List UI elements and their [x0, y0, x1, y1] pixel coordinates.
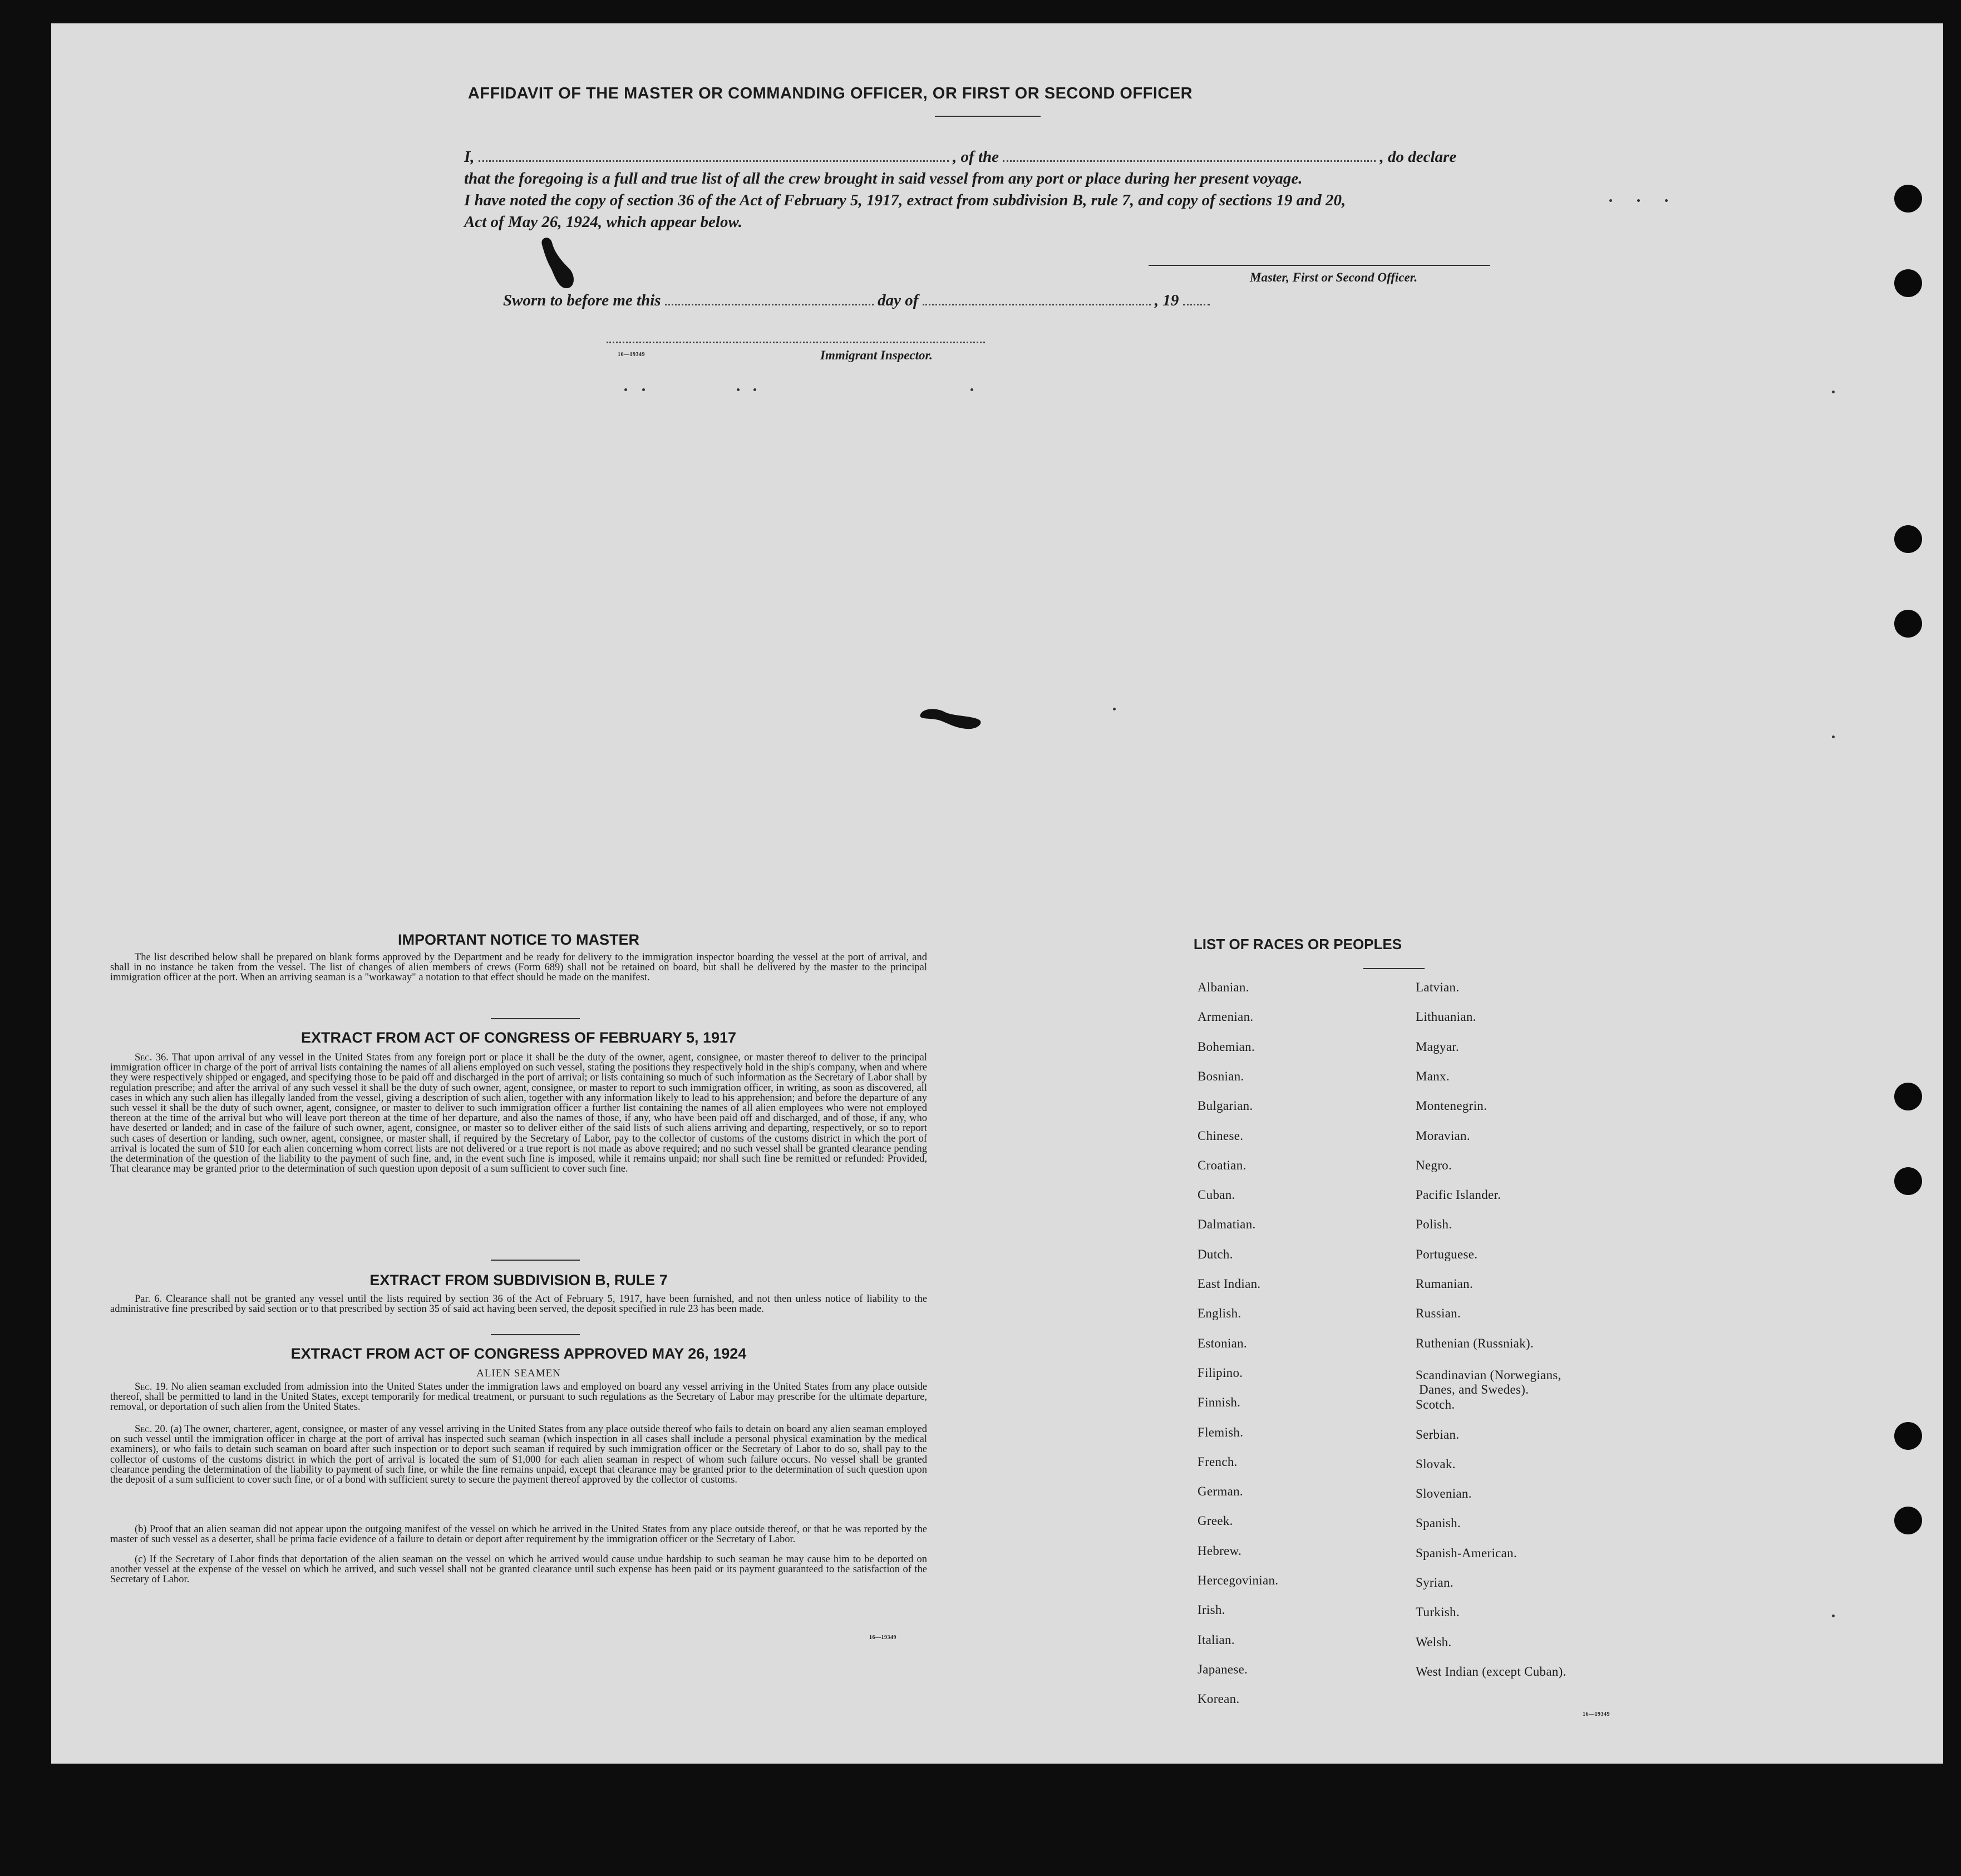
speck	[1113, 708, 1116, 710]
race-item: Bulgarian.	[1198, 1099, 1253, 1113]
affidavit-line-1	[464, 146, 1566, 168]
speck	[1832, 1615, 1835, 1617]
race-item: Pacific Islander.	[1416, 1188, 1501, 1202]
declarant-label: I,	[464, 148, 475, 166]
race-item: Slovak.	[1416, 1457, 1456, 1471]
race-item: Montenegrin.	[1416, 1099, 1487, 1113]
extract-1917-title: EXTRACT FROM ACT OF CONGRESS OF FEBRUARY 5, 1917	[300, 1029, 737, 1046]
sec-20a-body: (a) The owner, charterer, agent, consignee, or master of any vessel arriving in the United States from any place outside thereof who fails to detain on board any alien seaman employed on such vessel until the immigration officer in charge at the port of arrival has inspected such seaman (which inspection in all cases shall include a personal physical examination by the medical examiners), or who fails to detain such seaman on board after such inspection or to deport such seaman if required by such immigration officer or the Secretary of Labor to do so, shall pay to the collector of customs of the customs district in which the port of arrival is located the sum of $1,000 for each alien seaman in respect of whom such failure occurs. No vessel shall be granted clearance pending the determination of the liability to payment of such fine, or while the fine remains unpaid, except that clearance may be granted prior to the determination of such question upon the deposit of a sum sufficient to cover such fine, or of a bond with sufficient surety to secure the payment thereof approved by the collector of customs.	[110, 1424, 928, 1486]
sec-36-text: That upon arrival of any vessel in the United States from any foreign port or place it shall be the duty of the owner, agent, consignee, or master thereof to deliver to the principal immigration officer in charge of the port of arrival lists containing the names of all aliens employed on such vessel, stating the positions they respectively hold in the ship's company, when and where they were respectively shipped or engaged, and specifying those to be paid off and discharged in the port of arrival; or lists containing so much of such information as the Secretary of Labor shall by regulation prescribe; and after the arrival of any such vessel it shall be the duty of such owner, agent, consignee, or master to report to such immigration officer, in writing, as soon as discovered, all cases in which any such alien has illegally landed from the vessel, giving a description of such alien, together with any information likely to lead to his apprehension; and before the departure of any such vessel it shall be the duty of such owner, agent, consignee, or master to deliver to such immigration officer a further list containing the names of all alien employees who were not employed thereon at the time of the arrival but who will leave port thereon at the time of her departure, and also the names of those, if any, who have been paid off and discharged, and of those, if any, who have deserted or landed; and in case of the failure of such owner, agent, consignee, or master so to deliver either of the said lists of such aliens arriving and departing, respectively, or so to report such cases of desertion or landing, such owner, agent, consignee, or master shall, if required by the Secretary of Labor, pay to the collector of customs of the customs district in which the port of arrival is located the sum of $10 for each alien concerning whom correct lists are not delivered or a true report is not made as above required; and no such vessel shall be granted clearance pending the determination of the question of the liability to the payment of such fine, and, in the event such fine is imposed, while it remains unpaid; nor shall such fine be remitted or refunded: Provided, That clearance may be granted prior to the determination of such question upon deposit of a sum sufficient to cover such fine.	[110, 1052, 927, 1175]
ink-spot	[918, 701, 985, 734]
race-item: Spanish.	[1416, 1516, 1461, 1531]
sworn-year-field[interactable]	[1183, 289, 1210, 305]
race-item: Turkish.	[1416, 1605, 1460, 1620]
race-item: French.	[1198, 1454, 1238, 1469]
declarant-name-field[interactable]	[479, 146, 949, 162]
extract-1924-title: EXTRACT FROM ACT OF CONGRESS APPROVED MAY 26, 1924	[290, 1345, 747, 1362]
race-item: Russian.	[1416, 1306, 1461, 1321]
signature-line[interactable]	[1149, 265, 1490, 266]
notice-body: The list described below shall be prepared on blank forms approved by the Department and be ready for delivery to the immigration inspector boarding the vessel at the port of arrival, and shall in no instance be taken from the vessel. The list of changes of alien members of crews (Form 689) shall not be retained on board, but shall be delivered by the master to the principal immigration officer at the port. When an arriving seaman is a "workaway" a notation to that effect should be made on the manifest.	[110, 952, 927, 984]
punch-hole	[1894, 1507, 1922, 1534]
race-item: Flemish.	[1198, 1425, 1244, 1439]
form-number: 16—19349	[618, 352, 645, 358]
race-item: Latvian.	[1416, 980, 1460, 994]
race-item: Armenian.	[1198, 1010, 1254, 1024]
speck	[753, 388, 756, 391]
speck	[970, 388, 973, 391]
year-label: , 19	[1154, 292, 1179, 309]
punch-hole	[1894, 1422, 1922, 1450]
race-item: Irish.	[1198, 1603, 1225, 1617]
race-item: Ruthenian (Russniak).	[1416, 1336, 1534, 1350]
speck	[737, 388, 740, 391]
race-item: Scotch.	[1416, 1398, 1455, 1412]
races-title: LIST OF RACES OR PEOPLES	[1193, 936, 1402, 952]
day-of-label: day of	[878, 292, 919, 309]
declare-label: , do declare	[1379, 148, 1457, 166]
speck	[1832, 735, 1835, 738]
race-item: Lithuanian.	[1416, 1010, 1476, 1024]
form-number: 16—19349	[1583, 1711, 1610, 1717]
divider	[1363, 968, 1425, 969]
race-item: East Indian.	[1198, 1277, 1261, 1291]
sec-19-text	[110, 1382, 927, 1413]
race-item: Estonian.	[1198, 1336, 1247, 1350]
race-item: Bohemian.	[1198, 1039, 1255, 1054]
sec-36-label: Sec. 36.	[135, 1052, 169, 1063]
race-item: Japanese.	[1198, 1662, 1248, 1676]
punch-hole	[1894, 610, 1922, 638]
race-item: Polish.	[1416, 1217, 1452, 1232]
extract-1917-body	[110, 1053, 927, 1174]
punch-hole	[1894, 269, 1922, 297]
race-item: West Indian (except Cuban).	[1416, 1664, 1566, 1678]
punch-hole	[1894, 525, 1922, 553]
punch-hole	[1894, 1167, 1922, 1195]
affidavit-line-4: Act of May 26, 1924, which appear below.	[464, 213, 742, 231]
race-item: Moravian.	[1416, 1128, 1470, 1143]
divider	[491, 1334, 580, 1335]
race-item: Croatian.	[1198, 1158, 1246, 1172]
sworn-day-field[interactable]	[665, 289, 874, 305]
inspector-caption: Immigrant Inspector.	[820, 348, 933, 362]
affidavit-title: AFFIDAVIT OF THE MASTER OR COMMANDING OFFICER, OR FIRST OR SECOND OFFICER	[467, 85, 1193, 102]
race-item: Welsh.	[1416, 1635, 1452, 1649]
sec-20a-text	[110, 1424, 927, 1485]
race-item: Korean.	[1198, 1692, 1240, 1706]
race-item: Dalmatian.	[1198, 1217, 1256, 1232]
vessel-name-field[interactable]	[1003, 146, 1376, 162]
form-number: 16—19349	[869, 1635, 896, 1641]
sec-20-label: Sec. 20.	[135, 1424, 168, 1435]
sec-20b-text: (b) Proof that an alien seaman did not appear upon the outgoing manifest of the vessel on which he arrived in the United States from any place outside thereof, or that he was reported by the master of such vessel as a deserter, shall be prima facie evidence of a failure to detain or deport after requirement by the immigration officer or the Secretary of Labor.	[110, 1524, 927, 1546]
inspector-signature-line[interactable]	[607, 342, 985, 343]
sec-20c-text: (c) If the Secretary of Labor finds that deportation of the alien seaman on the vessel on which he arrived would cause undue hardship to such seaman he may cause him to be deported on another vessel at the expense of the vessel on which he arrived, and such vessel shall not be granted clearance until such expense has been paid or its payment guaranteed to the satisfaction of the Secretary of Labor.	[110, 1554, 927, 1586]
race-item: Finnish.	[1198, 1395, 1241, 1410]
punch-hole	[1894, 185, 1922, 213]
speck	[642, 388, 645, 391]
race-item: English.	[1198, 1306, 1241, 1321]
race-item: German.	[1198, 1484, 1243, 1499]
race-item: Hercegovinian.	[1198, 1573, 1279, 1587]
notice-title: IMPORTANT NOTICE TO MASTER	[398, 931, 639, 948]
speck	[1609, 199, 1612, 202]
sworn-label: Sworn to before me this	[503, 292, 661, 309]
speck	[1665, 199, 1668, 202]
divider	[491, 1260, 580, 1261]
punch-hole	[1894, 1083, 1922, 1110]
vessel-label: , of the	[953, 148, 999, 166]
alien-seamen-subhead: ALIEN SEAMEN	[476, 1367, 561, 1379]
speck	[624, 388, 627, 391]
form-sheet	[51, 23, 1943, 1764]
race-item: Albanian.	[1198, 980, 1249, 994]
sworn-month-field[interactable]	[923, 289, 1151, 305]
ink-blot	[535, 235, 580, 296]
race-item: Greek.	[1198, 1514, 1233, 1528]
race-item: Negro.	[1416, 1158, 1452, 1172]
race-item: Filipino.	[1198, 1365, 1243, 1380]
race-item: Portuguese.	[1416, 1247, 1478, 1261]
affidavit-line-2: that the foregoing is a full and true list of all the crew brought in said vessel from any port or place during her present voyage.	[464, 170, 1303, 187]
race-item: Danes, and Swedes).	[1419, 1382, 1529, 1396]
extract-rule7-title: EXTRACT FROM SUBDIVISION B, RULE 7	[369, 1272, 668, 1288]
affidavit-line-3: I have noted the copy of section 36 of the Act of February 5, 1917, extract from subdivision B, rule 7, and copy of sections 19 and 20,	[464, 191, 1346, 209]
race-item: Manx.	[1416, 1069, 1450, 1083]
race-item: Scandinavian (Norwegians,	[1416, 1367, 1561, 1382]
race-item: Slovenian.	[1416, 1487, 1472, 1501]
sworn-line	[503, 289, 1605, 312]
race-item: Rumanian.	[1416, 1277, 1473, 1291]
race-item: Cuban.	[1198, 1188, 1235, 1202]
divider	[491, 1018, 580, 1019]
race-item: Magyar.	[1416, 1039, 1460, 1054]
race-item: Hebrew.	[1198, 1543, 1242, 1558]
title-rule	[935, 116, 1041, 117]
speck	[1832, 391, 1835, 393]
race-item: Italian.	[1198, 1632, 1235, 1647]
speck	[1637, 199, 1640, 202]
race-item: Dutch.	[1198, 1247, 1233, 1261]
sec-19-label: Sec. 19.	[135, 1381, 169, 1393]
sec-19-body: No alien seaman excluded from admission into the United States under the immigration laws and employed on board any vessel arriving in the United States from any place outside thereof, shall be permitted to land in the United States, except temporarily for medical treatment, or pursuant to such regulations as the Secretary of Labor may prescribe for the ultimate departure, removal, or deportation of such alien from the United States.	[110, 1381, 928, 1413]
signature-caption: Master, First or Second Officer.	[1250, 270, 1418, 284]
race-item: Syrian.	[1416, 1576, 1453, 1589]
race-item: Chinese.	[1198, 1128, 1244, 1143]
race-item: Serbian.	[1416, 1427, 1460, 1441]
extract-rule7-body: Par. 6. Clearance shall not be granted any vessel until the lists required by section 36 of the Act of February 5, 1917, have been furnished, and not then unless notice of liability to the administrative fine prescribed by said section or to that prescribed by section 35 of said act having been served, the deposit specified in rule 23 has been made.	[110, 1294, 927, 1315]
race-item: Spanish-American.	[1416, 1546, 1517, 1560]
race-item: Bosnian.	[1198, 1069, 1244, 1083]
